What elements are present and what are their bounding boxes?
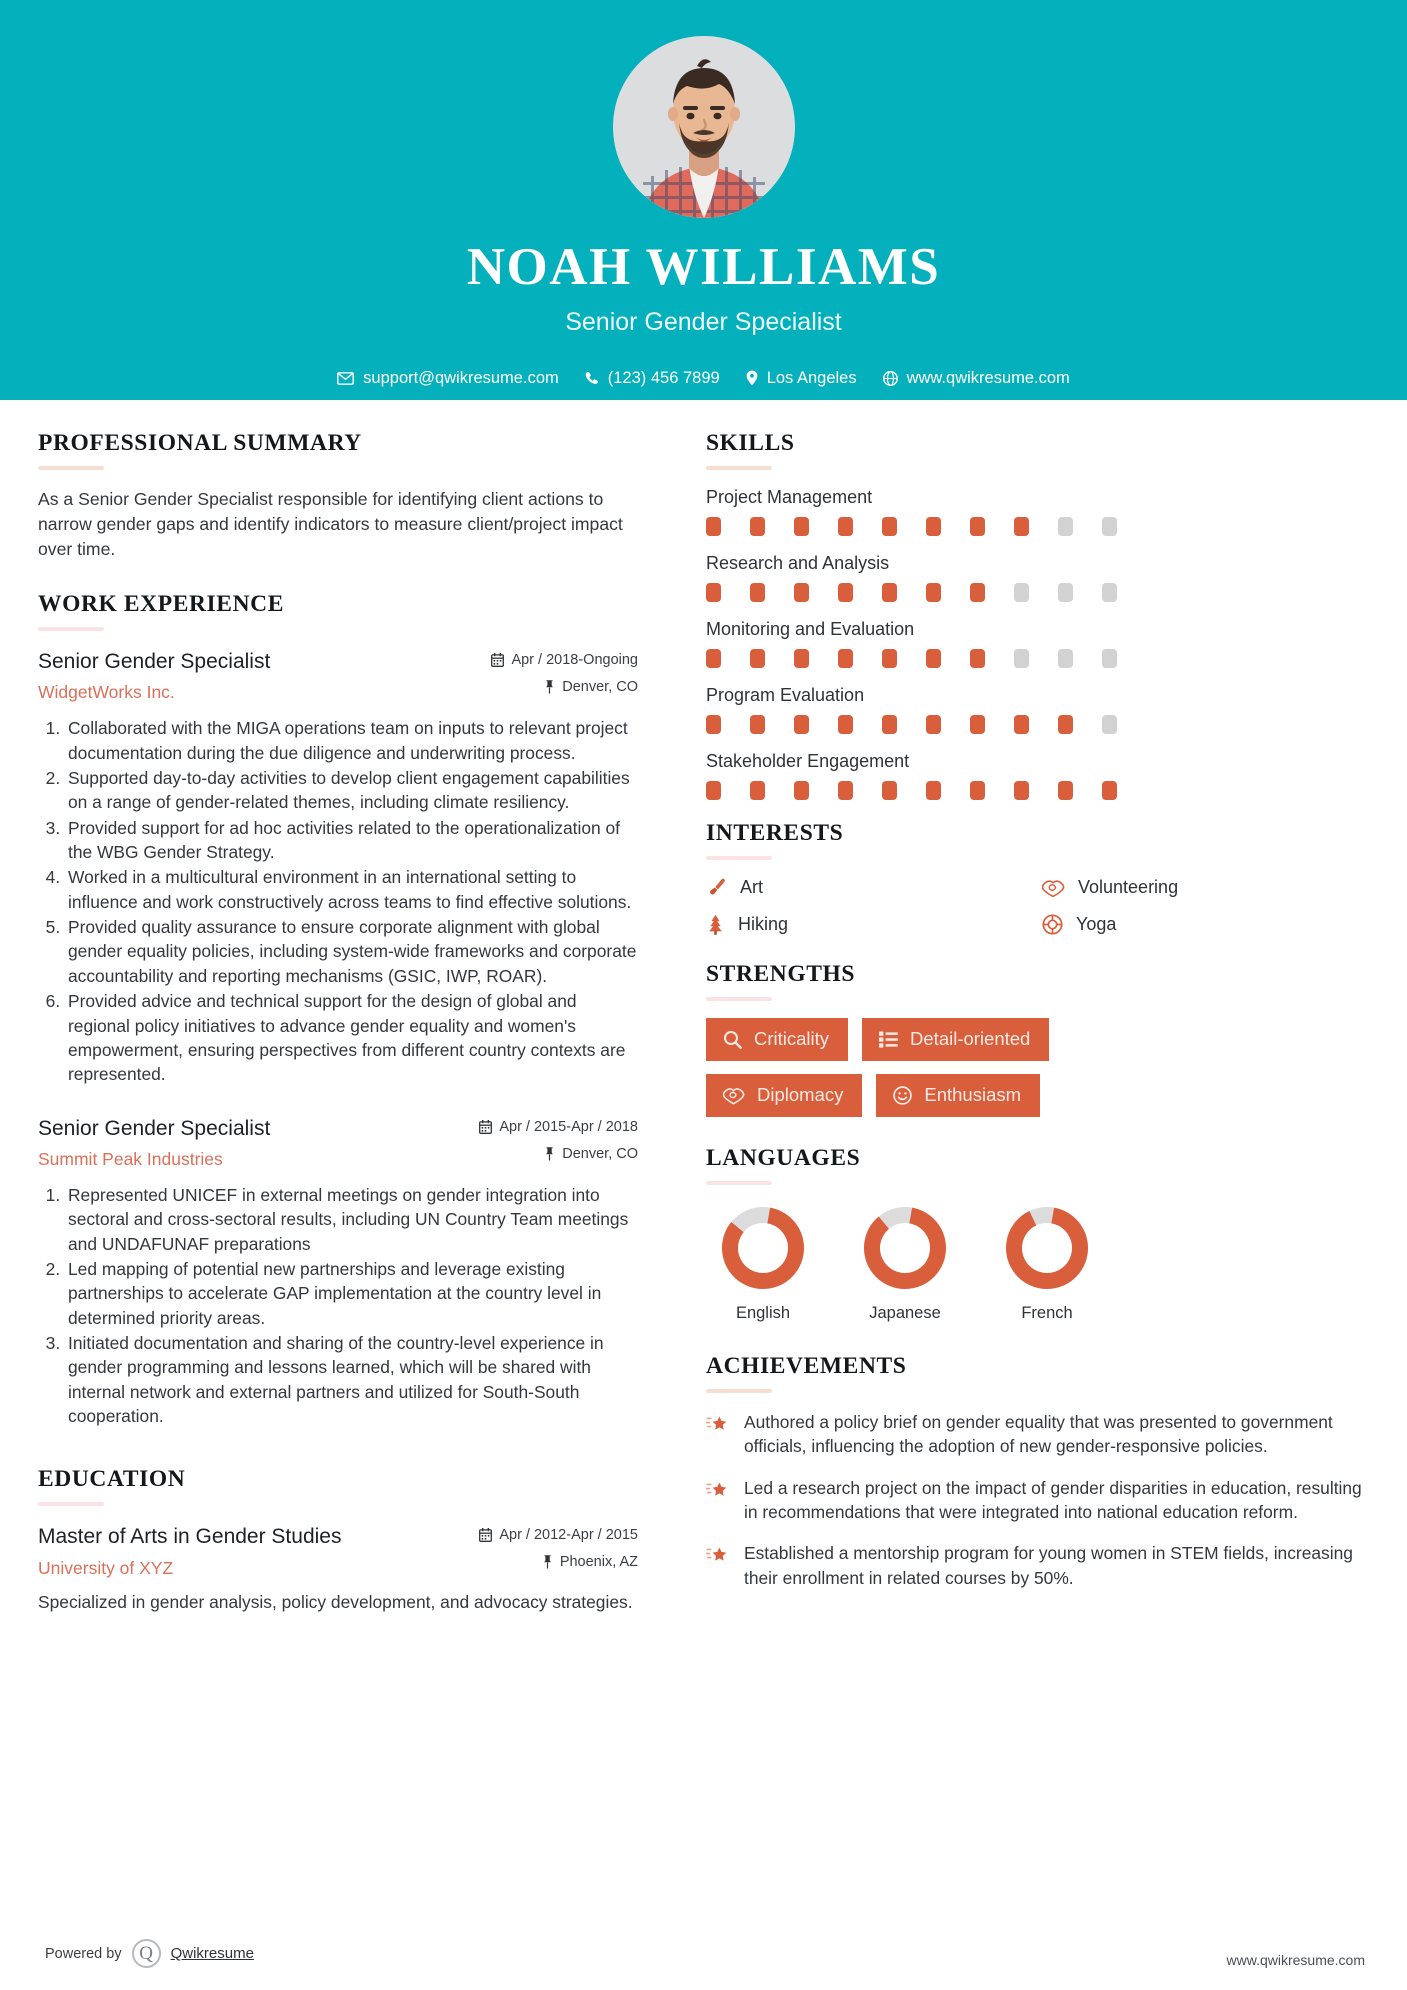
school-name: University of XYZ [38,1557,174,1578]
section-rule [706,856,772,860]
skill-rating [706,715,1368,734]
section-rule [706,1181,772,1185]
qwikresume-logo-icon: Q [132,1939,161,1968]
job-bullets [38,1183,638,1429]
education-dates-text: Apr / 2012-Apr / 2015 [499,1527,638,1544]
section-skills [706,430,1368,800]
work-entry [38,1115,638,1429]
left-column [38,430,638,1614]
skills-list [706,487,1368,800]
strength-chip-diplomacy [706,1074,862,1117]
section-education [38,1466,638,1614]
achievement-item [706,1476,1368,1525]
globe-icon [883,371,898,386]
skill-dot [882,583,897,602]
skill-dot [1014,715,1029,734]
skill-dot [838,649,853,668]
job-company: Summit Peak Industries [38,1148,223,1169]
calendar-icon [491,653,504,667]
skill-dot [1102,517,1117,536]
degree-title: Master of Arts in Gender Studies [38,1525,342,1549]
resume-body [0,400,1407,1614]
skill-dot [1014,781,1029,800]
skill-dot [794,583,809,602]
pin-icon [544,1147,555,1161]
job-location [491,679,638,695]
list-item: 3. Initiated documentation and sharing of the country-level experience in gender programming and lessons learned, which will be shared with internal network and external partners and utilized for South-South cooperation. [65,1331,638,1428]
languages-list [706,1202,1368,1323]
skill-rating [706,649,1368,668]
skill-dot [970,715,985,734]
language-donut-chart [717,1202,809,1294]
skill-dot [750,781,765,800]
list-item: 4. Worked in a multicultural environment in an international setting to influence and work constructively across teams to find effective solutions. [65,865,638,914]
powered-by-label: Powered by [45,1945,122,1962]
interest-volunteering [1042,877,1368,898]
strength-label: Criticality [754,1028,830,1049]
skill-dot [794,781,809,800]
skill-dot [1058,583,1073,602]
right-column [678,430,1368,1614]
skill-dot [706,715,721,734]
achievement-item [706,1541,1368,1590]
skill-label: Program Evaluation [706,685,865,705]
skills-heading: SKILLS [706,430,795,456]
language-item [716,1202,810,1323]
language-label: English [735,1304,791,1322]
skill-dot [838,517,853,536]
envelope-icon [337,372,354,385]
list-item: 2. Led mapping of potential new partnerships and leverage existing partnerships to accelerate GAP implementation at the country level in determined priority areas. [65,1257,638,1330]
interest-label: Hiking [738,914,789,934]
section-rule [706,466,772,470]
language-label: French [1021,1304,1073,1322]
section-strengths [706,961,1368,1117]
strength-label: Enthusiasm [924,1084,1022,1105]
skill-dot [1058,517,1073,536]
skill-dot [882,649,897,668]
list-icon [879,1031,898,1048]
job-title: Senior Gender Specialist [38,1116,271,1140]
list-item: 1. Represented UNICEF in external meetings on gender integration into sectoral and cross-sectoral results, including UN Country Team meetings and UNDAFUNAF preparations [65,1183,638,1256]
skill-label: Research and Analysis [706,553,890,573]
skill-dot [1058,649,1073,668]
skill-dot [838,715,853,734]
contact-location-text: Los Angeles [766,368,857,387]
star-burst-icon [706,1476,730,1502]
calendar-icon [479,1120,492,1134]
page-title: NOAH WILLIAMS [466,238,941,296]
skill-dot [926,583,941,602]
skill-dot [1014,517,1029,536]
skill-dot [882,781,897,800]
skill-dot [794,715,809,734]
achievement-item [706,1410,1368,1459]
language-item [858,1202,952,1323]
strength-chip-criticality [706,1018,848,1061]
skill-dot [706,583,721,602]
phone-icon [585,371,599,386]
skill-rating [706,583,1368,602]
contact-location [746,369,857,388]
list-item: 2. Supported day-to-day activities to develop client engagement capabilities on a range of gender-related themes, including climate resiliency. [65,766,638,815]
tree-icon [706,914,725,935]
list-item: 5. Provided quality assurance to ensure corporate alignment with global gender equality policies, including system-wide frameworks and corporate accountability and reporting mechanisms (GSIC, IWP, ROAR). [65,915,638,988]
skill-dot [750,517,765,536]
strengths-heading: STRENGTHS [706,961,856,987]
interest-art [706,877,1032,898]
interest-hiking [706,914,1032,935]
skill-dot [706,781,721,800]
interest-label: Art [740,877,764,897]
languages-heading: LANGUAGES [706,1145,861,1171]
job-location-text: Denver, CO [562,678,638,695]
strength-chip-enthusiasm [876,1074,1040,1117]
skill-dot [882,517,897,536]
achievement-text: Led a research project on the impact of gender disparities in education, resulting in recommendations that were integrated into national education reform. [744,1477,1362,1523]
skill-dot [882,715,897,734]
skill-dot [1058,715,1073,734]
contact-email-text: support@qwikresume.com [363,368,559,387]
achievement-text: Established a mentorship program for young women in STEM fields, increasing their enrollment in related courses by 50%. [744,1543,1353,1588]
contact-bar [337,369,1070,388]
skill-dot [970,517,985,536]
strength-label: Diplomacy [757,1084,844,1105]
language-label: Japanese [869,1304,941,1322]
footer-site-url: www.qwikresume.com [1226,1952,1365,1968]
job-title: Senior Gender Specialist [38,649,271,673]
language-donut-chart [1001,1202,1093,1294]
handshake-icon [723,1086,745,1105]
resume-header [0,0,1407,400]
skill-dot [1014,583,1029,602]
education-location [479,1554,638,1570]
skill-dot [970,781,985,800]
language-item [1000,1202,1094,1323]
interests-grid [706,877,1368,935]
contact-email[interactable] [337,369,559,388]
smiley-icon [893,1086,912,1105]
skill-label: Stakeholder Engagement [706,751,910,771]
strengths-list [706,1018,1368,1117]
work-entry [38,648,638,1087]
job-bullets [38,716,638,1086]
skill-rating [706,517,1368,536]
skill-dot [750,649,765,668]
skill-label: Monitoring and Evaluation [706,619,915,639]
job-dates-text: Apr / 2018-Ongoing [511,651,638,668]
skill-dot [926,649,941,668]
strength-chip-detail-oriented [862,1018,1049,1061]
contact-website-text: www.qwikresume.com [906,368,1070,387]
achievement-text: Authored a policy brief on gender equality that was presented to government officials, influencing the adoption of new gender-responsive policies. [744,1412,1333,1457]
powered-by-footer [45,1939,254,1968]
education-entry [38,1523,638,1614]
skill-dot [706,517,721,536]
job-role-subtitle: Senior Gender Specialist [565,307,842,336]
summary-heading: PROFESSIONAL SUMMARY [38,430,362,456]
section-rule [706,1389,772,1393]
section-interests [706,820,1368,935]
education-heading: EDUCATION [38,1466,186,1493]
skill-dot [1102,649,1117,668]
skill-dot [1058,781,1073,800]
job-company: WidgetWorks Inc. [38,682,175,703]
star-burst-icon [706,1541,730,1567]
language-donut-chart [859,1202,951,1294]
avatar [613,36,795,218]
job-dates-text: Apr / 2015-Apr / 2018 [499,1118,638,1135]
job-dates [491,652,638,668]
job-location [479,1146,638,1162]
section-rule [38,627,104,631]
section-rule [38,466,104,470]
skill-dot [750,715,765,734]
list-item: 1. Collaborated with the MIGA operations team on inputs to relevant project documentation during the due diligence and underwriting process. [65,716,638,765]
skill-rating [706,781,1368,800]
skill-dot [1102,781,1117,800]
skill-dot [794,517,809,536]
skill-dot [706,649,721,668]
job-location-text: Denver, CO [562,1145,638,1162]
interest-label: Volunteering [1078,877,1179,897]
lifebuoy-icon [1042,914,1063,935]
contact-website[interactable] [883,369,1070,388]
skill-dot [970,649,985,668]
skill-dot [1014,649,1029,668]
section-professional-summary [38,430,638,562]
map-pin-icon [746,370,758,386]
skill-dot [926,715,941,734]
star-burst-icon [706,1410,730,1436]
section-rule [38,1502,104,1506]
job-dates [479,1119,638,1135]
interest-yoga [1042,914,1368,935]
interests-heading: INTERESTS [706,820,844,846]
skill-label: Project Management [706,487,873,507]
pin-icon [544,680,555,694]
skill-dot [750,583,765,602]
contact-phone-text: (123) 456 7899 [607,368,720,387]
section-work-experience [38,591,638,1429]
education-location-text: Phoenix, AZ [559,1554,638,1571]
strength-label: Detail-oriented [910,1028,1031,1049]
summary-text: As a Senior Gender Specialist responsible for identifying client actions to narrow gender gaps and identify indicators to measure client/project impact over time. [38,489,623,559]
skill-dot [794,649,809,668]
handshake-icon [1042,878,1065,898]
skill-dot [838,583,853,602]
skill-dot [838,781,853,800]
skill-dot [926,517,941,536]
search-icon [723,1030,742,1049]
section-achievements [706,1353,1368,1590]
section-rule [706,997,772,1001]
qwikresume-link[interactable]: Qwikresume [170,1945,254,1962]
education-description: Specialized in gender analysis, policy development, and advocacy strategies. [38,1591,633,1612]
skill-dot [970,583,985,602]
list-item: 6. Provided advice and technical support for the design of global and regional policy initiatives to advance gender equality and women's empowerment, ensuring perspectives from different country contexts are represented. [65,989,638,1086]
education-dates [479,1527,638,1543]
list-item: 3. Provided support for ad hoc activities related to the operationalization of the WBG Gender Strategy. [65,816,638,865]
skill-dot [926,781,941,800]
achievements-heading: ACHIEVEMENTS [706,1353,907,1379]
contact-phone[interactable] [585,369,720,388]
work-heading: WORK EXPERIENCE [38,590,284,617]
pin-icon [542,1555,553,1569]
skill-dot [1102,715,1117,734]
section-languages [706,1145,1368,1323]
interest-label: Yoga [1076,914,1117,934]
calendar-icon [479,1528,492,1542]
paintbrush-icon [706,877,727,898]
skill-dot [1102,583,1117,602]
